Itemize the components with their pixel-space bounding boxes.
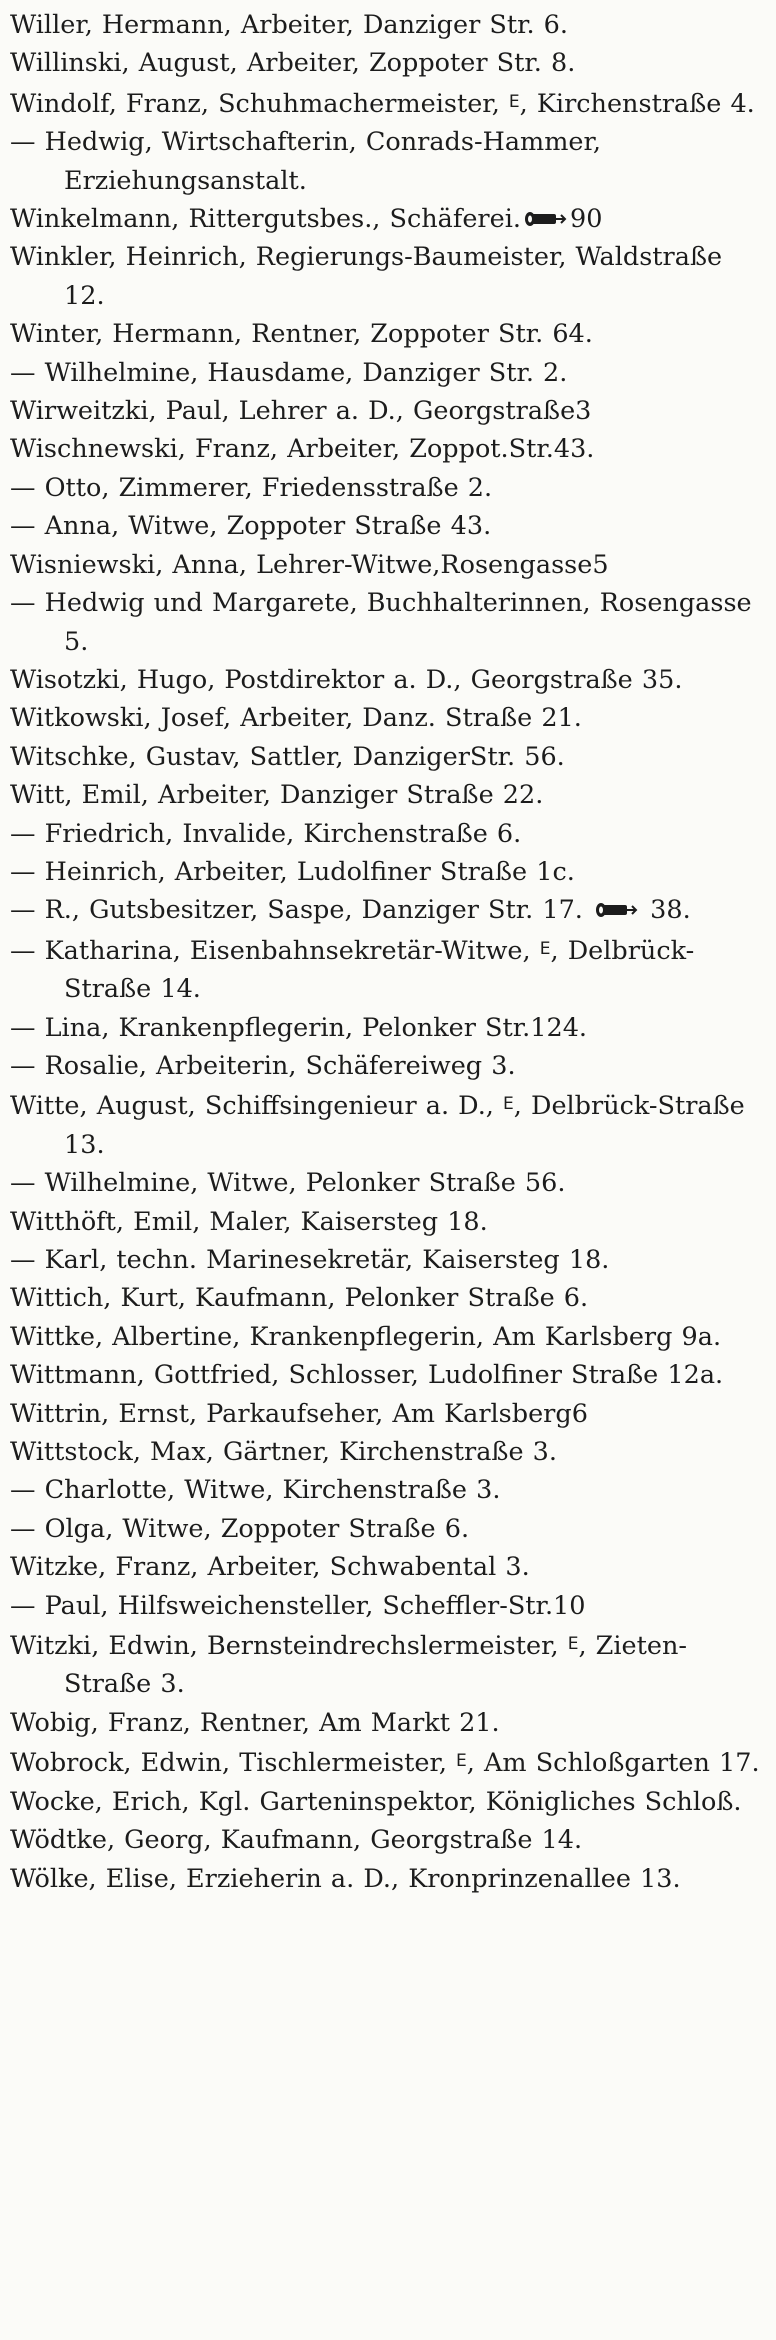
- entry-text: Wittmann, Gottfried, Schlosser, Ludolfiner Straße 12a.: [10, 1360, 724, 1391]
- entry-text: Winkelmann, Rittergutsbes., Schäferei.: [10, 204, 521, 235]
- entry-text: , Am Schloßgarten 17.: [466, 1748, 760, 1779]
- directory-entry: [10, 354, 762, 392]
- entry-text: Witzki, Edwin, Bernsteindrechslermeister,: [10, 1631, 568, 1662]
- directory-entry: [10, 661, 762, 699]
- directory-entry: [10, 392, 762, 430]
- entry-text: — Friedrich, Invalide, Kirchenstraße 6.: [10, 818, 522, 849]
- directory-entry: [10, 1009, 762, 1047]
- directory-entry: [10, 891, 762, 929]
- entry-text: , Kirchenstraße 4.: [519, 88, 755, 119]
- entry-text: , Delbrück-Straße 14.: [64, 935, 695, 1005]
- entry-text: Willer, Hermann, Arbeiter, Danziger Str. 6.: [10, 10, 569, 40]
- entry-text: — Katharina, Eisenbahnsekretär-Witwe,: [10, 935, 540, 966]
- directory-entry: [10, 200, 762, 238]
- directory-entry: [10, 44, 762, 82]
- electricity-marker: E: [539, 938, 551, 959]
- entry-text: Wölke, Elise, Erzieherin a. D., Kronprinzenallee 13.: [10, 1863, 681, 1894]
- directory-entry: [10, 1279, 762, 1317]
- entry-text: Wobig, Franz, Rentner, Am Markt 21.: [10, 1707, 500, 1738]
- directory-entry: [10, 930, 762, 1009]
- directory-entry: [10, 1433, 762, 1471]
- entry-text: — Olga, Witwe, Zoppoter Straße 6.: [10, 1513, 470, 1544]
- directory-entry: [10, 1203, 762, 1241]
- entry-text: 90: [569, 204, 603, 235]
- directory-entry: [10, 738, 762, 776]
- directory-entry: [10, 1356, 762, 1394]
- directory-entry: [10, 1164, 762, 1202]
- directory-entry: [10, 430, 762, 468]
- directory-entry: [10, 1241, 762, 1279]
- entry-text: Windolf, Franz, Schuhmachermeister,: [10, 88, 509, 119]
- directory-entry: [10, 315, 762, 353]
- entry-text: — Otto, Zimmerer, Friedensstraße 2.: [10, 472, 493, 503]
- entry-text: — Wilhelmine, Hausdame, Danziger Str. 2.: [10, 357, 568, 388]
- entry-text: — Wilhelmine, Witwe, Pelonker Straße 56.: [10, 1168, 566, 1199]
- entry-text: Wobrock, Edwin, Tischlermeister,: [10, 1748, 457, 1779]
- directory-entry: [10, 1625, 762, 1704]
- directory-entry-list: [10, 6, 762, 1898]
- telephone-icon: [523, 210, 567, 228]
- entry-text: 38.: [641, 895, 691, 926]
- directory-entry: [10, 1318, 762, 1356]
- entry-text: Wocke, Erich, Kgl. Garteninspektor, Königliches Schloß.: [10, 1786, 742, 1817]
- directory-entry: [10, 1395, 762, 1433]
- entry-text: Witt, Emil, Arbeiter, Danziger Straße 22.: [10, 780, 544, 811]
- entry-text: Wödtke, Georg, Kaufmann, Georgstraße 14.: [10, 1825, 583, 1856]
- entry-text: — Lina, Krankenpflegerin, Pelonker Str.124.: [10, 1012, 588, 1043]
- electricity-marker: E: [503, 1094, 514, 1115]
- entry-text: Wittstock, Max, Gärtner, Kirchenstraße 3.: [10, 1437, 557, 1468]
- directory-entry: [10, 1085, 762, 1164]
- directory-entry: [10, 507, 762, 545]
- entry-text: — Hedwig, Wirtschafterin, Conrads-Hammer, Erziehungsanstalt.: [10, 127, 601, 196]
- entry-text: — Charlotte, Witwe, Kirchenstraße 3.: [10, 1475, 501, 1506]
- entry-text: — R., Gutsbesitzer, Saspe, Danziger Str. 17.: [10, 895, 593, 926]
- entry-text: Winter, Hermann, Rentner, Zoppoter Str. 64.: [10, 319, 593, 350]
- directory-entry: [10, 469, 762, 507]
- directory-entry: [10, 776, 762, 814]
- directory-entry: [10, 83, 762, 123]
- electricity-marker: E: [567, 1634, 579, 1655]
- directory-entry: [10, 1821, 762, 1859]
- directory-entry: [10, 1860, 762, 1898]
- electricity-marker: E: [456, 1751, 467, 1772]
- entry-text: Wittke, Albertine, Krankenpflegerin, Am Karlsberg 9a.: [10, 1321, 722, 1352]
- entry-text: Wisniewski, Anna, Lehrer-Witwe,Rosengasse5: [10, 549, 609, 580]
- directory-entry: [10, 238, 762, 315]
- entry-text: Witthöft, Emil, Maler, Kaisersteg 18.: [10, 1206, 488, 1237]
- electricity-marker: E: [508, 91, 520, 112]
- entry-text: , Delbrück-Straße 13.: [64, 1091, 745, 1160]
- directory-entry: [10, 1742, 762, 1782]
- entry-text: — Paul, Hilfsweichensteller, Scheffler-Str.10: [10, 1590, 586, 1621]
- entry-text: Witte, August, Schiffsingenieur a. D.,: [10, 1091, 504, 1122]
- entry-text: Winkler, Heinrich, Regierungs-Baumeister, Waldstraße 12.: [10, 242, 723, 311]
- entry-text: — Anna, Witwe, Zoppoter Straße 43.: [10, 511, 492, 542]
- entry-text: — Heinrich, Arbeiter, Ludolfiner Straße 1c.: [10, 856, 575, 887]
- entry-text: Wirweitzki, Paul, Lehrer a. D., Georgstraße3: [10, 396, 592, 427]
- entry-text: Willinski, August, Arbeiter, Zoppoter Str. 8.: [10, 48, 576, 79]
- entry-text: Wittrin, Ernst, Parkaufseher, Am Karlsberg6: [10, 1398, 588, 1429]
- directory-entry: [10, 1783, 762, 1821]
- entry-text: Witschke, Gustav, Sattler, DanzigerStr. 56.: [10, 741, 565, 772]
- directory-entry: [10, 1047, 762, 1085]
- directory-entry: [10, 1587, 762, 1625]
- entry-text: — Hedwig und Margarete, Buchhalterinnen, Rosengasse 5.: [10, 588, 752, 657]
- entry-text: Wisotzki, Hugo, Postdirektor a. D., Georgstraße 35.: [10, 664, 683, 695]
- entry-text: — Karl, techn. Marinesekretär, Kaisersteg 18.: [10, 1245, 610, 1275]
- entry-text: , Zieten-Straße 3.: [64, 1631, 688, 1700]
- directory-entry: [10, 699, 762, 737]
- entry-text: Wittich, Kurt, Kaufmann, Pelonker Straße 6.: [10, 1283, 589, 1314]
- entry-text: Witkowski, Josef, Arbeiter, Danz. Straße 21.: [10, 703, 582, 734]
- directory-entry: [10, 1548, 762, 1586]
- entry-text: Witzke, Franz, Arbeiter, Schwabental 3.: [10, 1552, 530, 1583]
- telephone-icon: [594, 901, 638, 919]
- directory-entry: [10, 123, 762, 200]
- directory-entry: [10, 546, 762, 584]
- directory-entry: [10, 6, 762, 44]
- directory-entry: [10, 815, 762, 853]
- directory-entry: [10, 1471, 762, 1509]
- entry-text: Wischnewski, Franz, Arbeiter, Zoppot.Str.43.: [10, 434, 595, 465]
- directory-entry: [10, 584, 762, 661]
- directory-entry: [10, 1704, 762, 1742]
- entry-text: — Rosalie, Arbeiterin, Schäfereiweg 3.: [10, 1050, 516, 1081]
- directory-entry: [10, 1510, 762, 1548]
- directory-entry: [10, 853, 762, 891]
